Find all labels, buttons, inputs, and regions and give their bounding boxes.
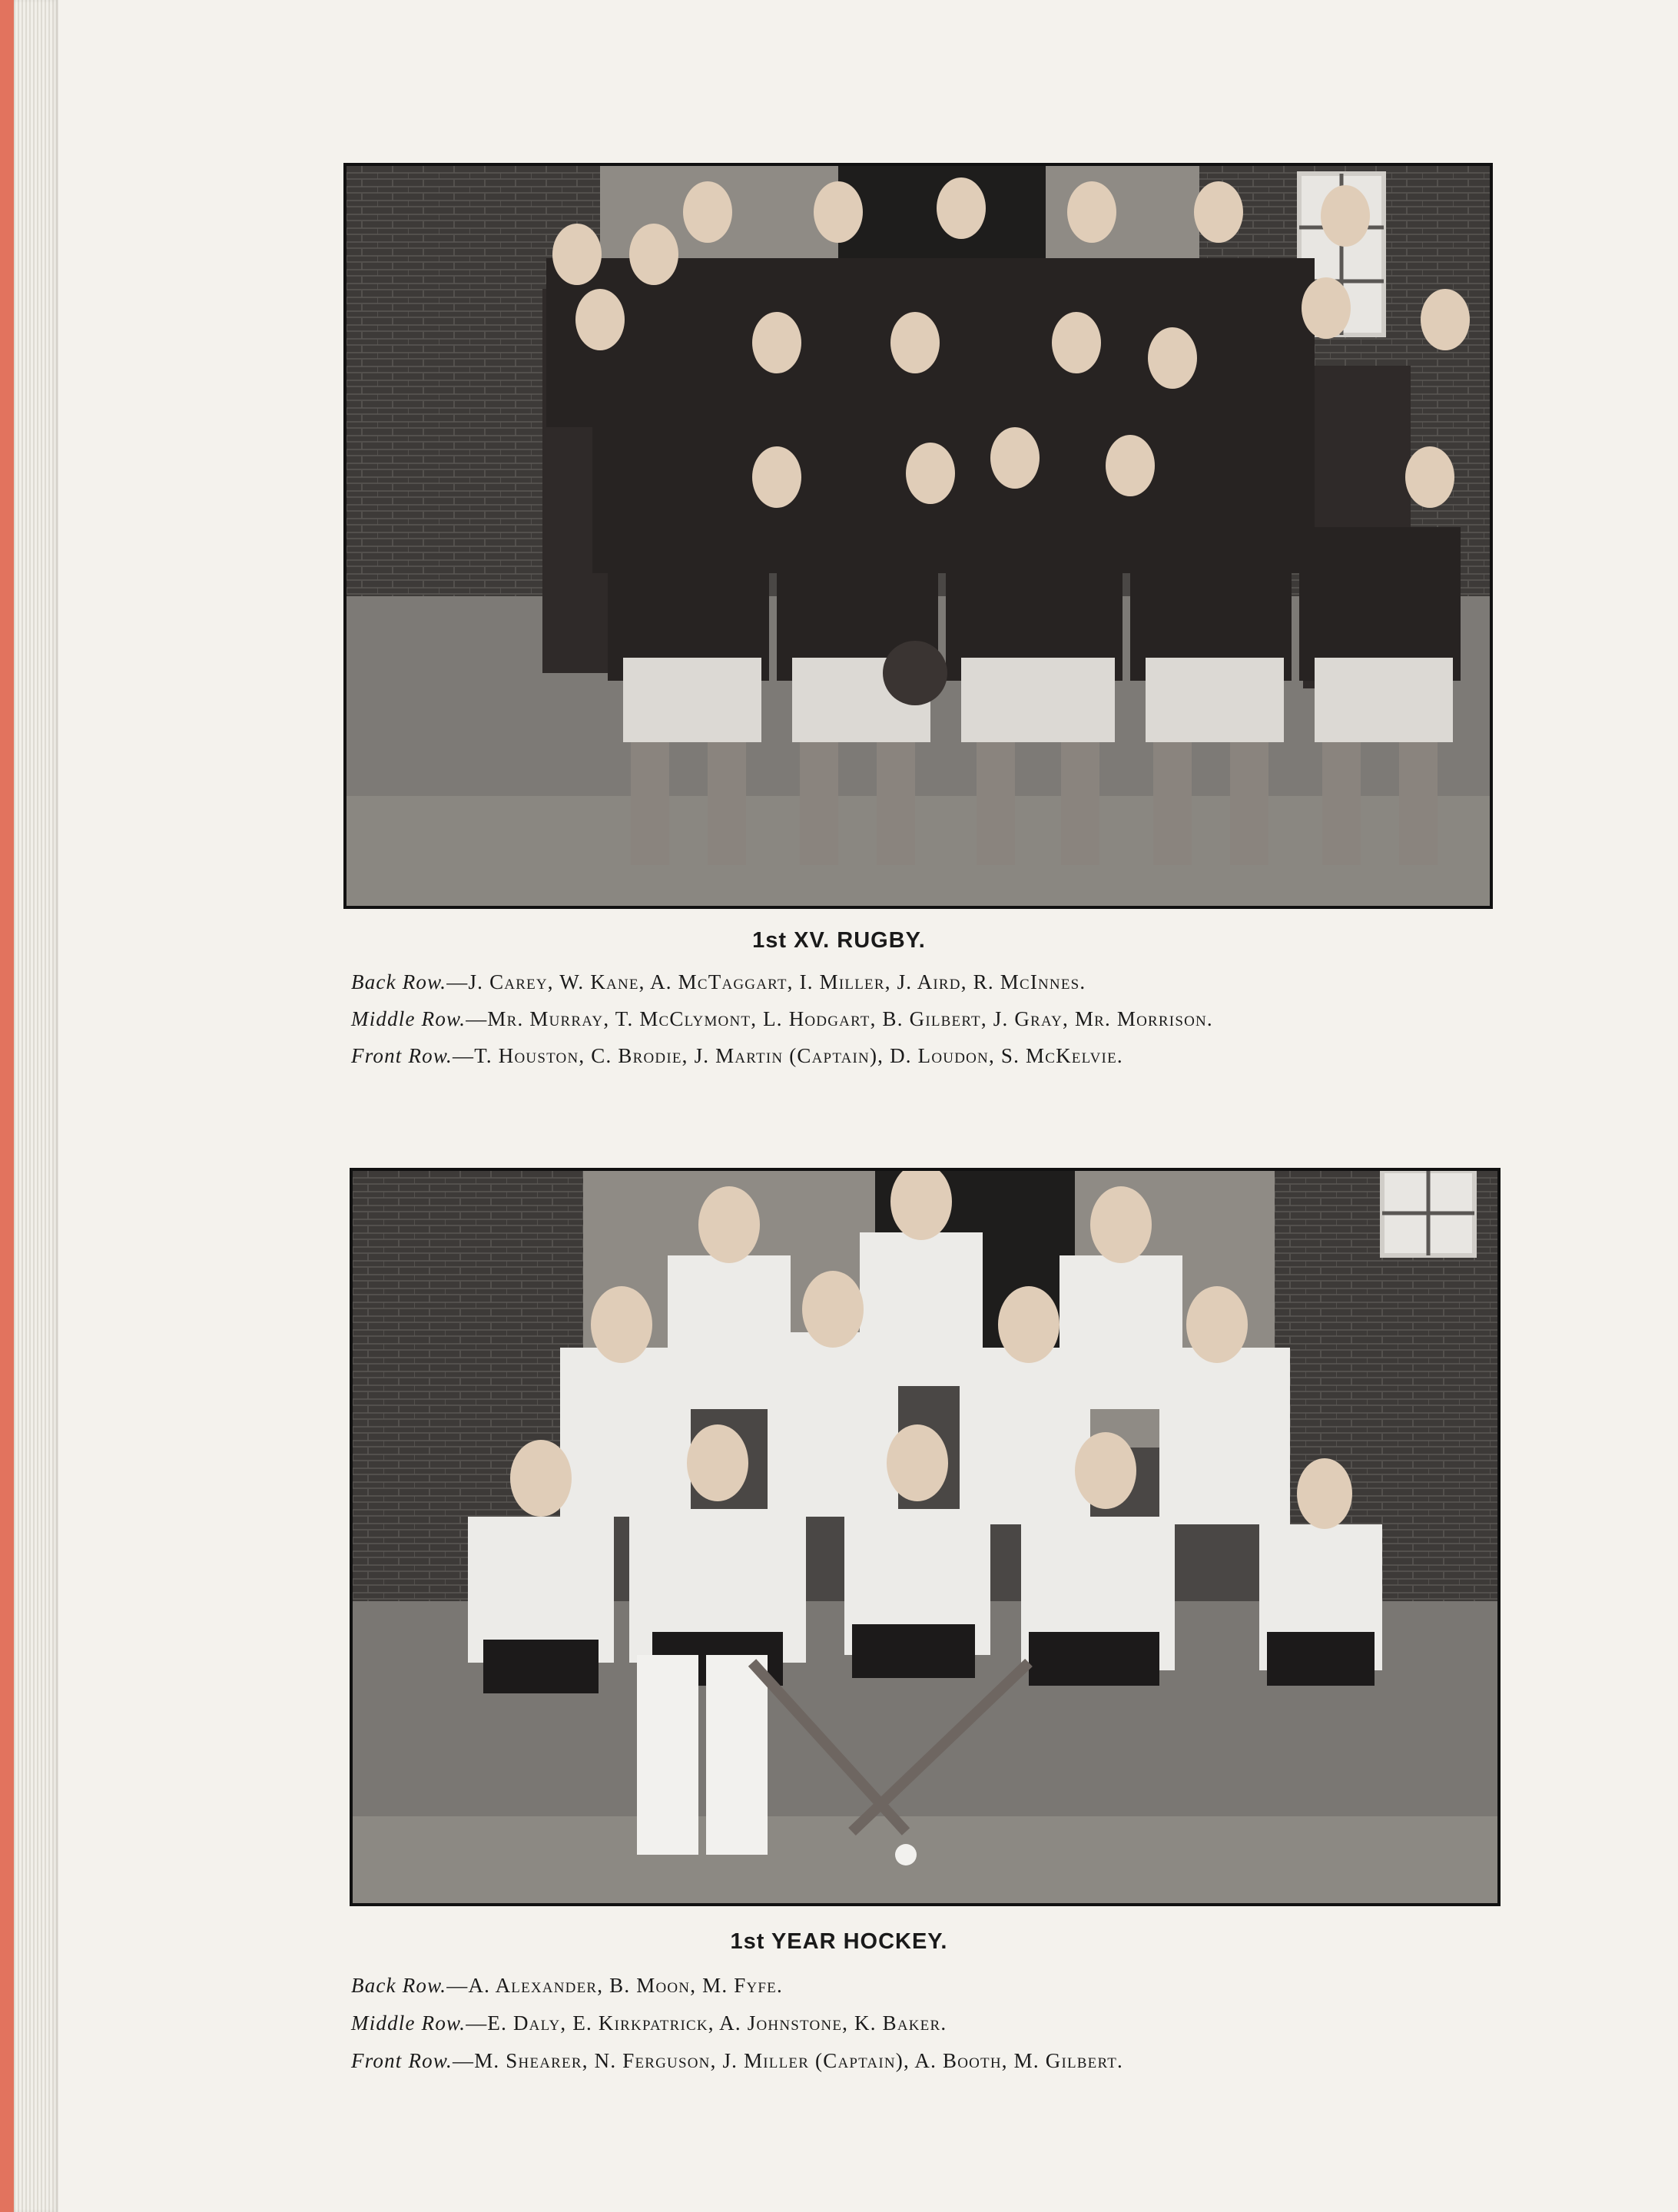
- rugby-front-row-label: Front Row.: [351, 1044, 453, 1067]
- hockey-front-row: [351, 2049, 1123, 2073]
- hockey-middle-row-names: —E. Daly, E. Kirkpatrick, A. Johnstone, K. Baker.: [466, 2011, 947, 2035]
- rugby-team-photo: [343, 163, 1493, 909]
- hockey-back-row-names: —A. Alexander, B. Moon, M. Fyfe.: [446, 1974, 783, 1997]
- hockey-caption-title: 1st YEAR HOCKEY.: [730, 1929, 948, 1954]
- page-edge-leaves: [14, 0, 58, 2212]
- rugby-middle-row: [351, 1007, 1213, 1031]
- rugby-back-row-label: Back Row.: [351, 970, 447, 993]
- hockey-middle-row: [351, 2011, 947, 2035]
- rugby-front-row: [351, 1044, 1123, 1068]
- rugby-middle-row-names: —Mr. Murray, T. McClymont, L. Hodgart, B. Gilbert, J. Gray, Mr. Morrison.: [466, 1007, 1213, 1030]
- rugby-back-row-names: —J. Carey, W. Kane, A. McTaggart, I. Miller, J. Aird, R. McInnes.: [446, 970, 1086, 993]
- rugby-caption-title: 1st XV. RUGBY.: [752, 928, 926, 953]
- hockey-team-photo: [350, 1168, 1501, 1906]
- rugby-middle-row-label: Middle Row.: [351, 1007, 466, 1030]
- hockey-front-row-label: Front Row.: [351, 2049, 453, 2072]
- hockey-back-row-label: Back Row.: [351, 1974, 447, 1997]
- rugby-front-row-names: —T. Houston, C. Brodie, J. Martin (Captain), D. Loudon, S. McKelvie.: [453, 1044, 1123, 1067]
- hockey-back-row: [351, 1974, 783, 1998]
- rugby-back-row: [351, 970, 1086, 994]
- hockey-front-row-names: —M. Shearer, N. Ferguson, J. Miller (Captain), A. Booth, M. Gilbert.: [453, 2049, 1123, 2072]
- page-edge-binding: [0, 0, 14, 2212]
- hockey-middle-row-label: Middle Row.: [351, 2011, 466, 2035]
